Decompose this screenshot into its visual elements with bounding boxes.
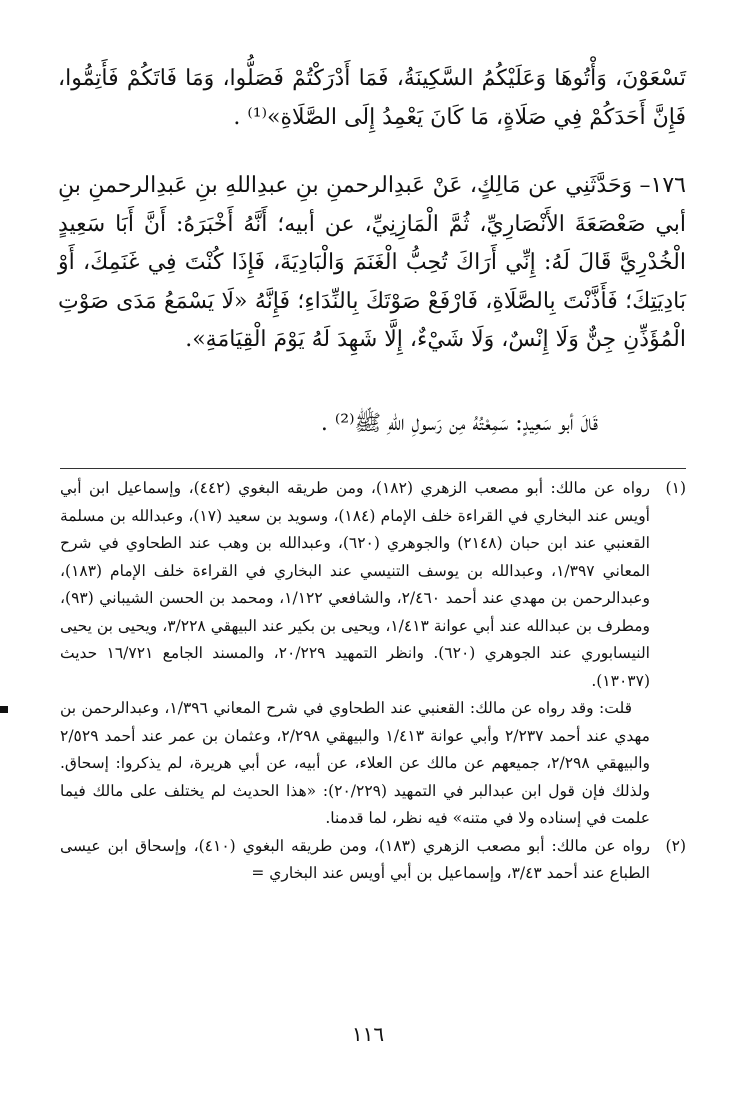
footnote-2-number: (٢) xyxy=(665,836,686,855)
footnote-1-text: رواه عن مالك: أبو مصعب الزهري (١٨٢)، ومن طريقه البغوي (٤٤٢)، وإسماعيل ابن أبي أويس عند البخاري في القراءة خلف الإمام (١٨٤)، وسويد بن سعيد (١٧)، وعبدالله بن مسلمة القعنبي عند ابن حبان (٢١٤٨) والجوهري (٦٢٠)، وعبدالله بن وهب عند الطحاوي في شرح المعاني ١/٣٩٧، وعبدالله بن يوسف التنيسي عند البخاري في القراءة خلف الإمام (١٨٣)، وعبدالرحمن بن مهدي عند أحمد ٢/٤٦٠، والشافعي ١/١٢٢، ومحمد بن الحسن الشيباني (٩٣)، ومطرف بن عبدالله عند أبي عوانة ١/٤١٣، ويحيى بن بكير عند البيهقي ٣/٢٢٨، ويحيى بن يحيى النيسابوري عند الجوهري (٦٢٠). وانظر التمهيد ٢٠/٢٢٩، والمسند الجامع ١٦/٧٢١ حديث (١٣٠٣٧). xyxy=(60,479,651,690)
footnote-1 xyxy=(60,475,686,695)
hadith-paragraph-1: تَسْعَوْنَ، وَأْتُوهَا وَعَلَيْكُمُ السَّكِينَةُ، فَمَا أَدْرَكْتُمْ فَصَلُّوا، وَمَا فَاتَكُمْ فَأَتِمُّوا، فَإِنَّ أَحَدَكُمْ فِي صَلَاةٍ، مَا كَانَ يَعْمِدُ إِلَى الصَّلَاةِ»⁽¹⁾ . xyxy=(58,66,686,130)
abu-said-statement: قَالَ أبو سَعِيدٍ: سَمِعْتُهُ مِن رَسولِ اللهِ ﷺ⁽²⁾ . xyxy=(320,411,598,436)
footnote-1-number: (١) xyxy=(665,479,686,497)
page-number: ١١٦ xyxy=(351,1022,385,1046)
footnote-2-text: رواه عن مالك: أبو مصعب الزهري (١٨٣)، ومن طريقه البغوي (٤١٠)، وإسحاق ابن عيسى الطباع عند أحمد ٣/٤٣، وإسماعيل بن أبي أويس عند البخاري = xyxy=(60,836,650,882)
footnote-1-remark xyxy=(60,695,686,833)
footnote-2 xyxy=(60,833,686,888)
footnotes-section xyxy=(60,468,686,888)
main-text xyxy=(58,60,686,360)
margin-mark xyxy=(0,706,8,713)
hadith-paragraph-176: ١٧٦– وَحَدَّثَنِي عن مَالِكٍ، عَنْ عَبدِالرحمنِ بنِ عبدِاللهِ بنِ عَبدِالرحمنِ بنِ أبي صَعْصَعَةَ الأَنْصَارِيِّ، ثُمَّ الْمَازِنِيِّ، عن أبيه؛ أَنَّهُ أَخْبَرَهُ: أَنَّ أَبَا سَعِيدٍ الْخُدْرِيَّ قَالَ لَهُ: إِنِّي أَرَاكَ تُحِبُّ الْغَنَمَ وَالْبَادِيَةَ، فَإِذَا كُنْتَ فِي غَنَمِكَ، أَوْ بَادِيَتِكَ؛ فَأَذَّنْتَ بِالصَّلَاةِ، فَارْفَعْ صَوْتَكَ بِالنِّدَاءِ؛ فَإِنَّهُ «لَا يَسْمَعُ مَدَى صَوْتِ الْمُؤَذِّنِ جِنٌّ وَلَا إِنْسٌ، وَلَا شَيْءٌ، إِلَّا شَهِدَ لَهُ يَوْمَ الْقِيَامَةِ». xyxy=(58,173,686,352)
footnote-1-remark-text: قلت: وقد رواه عن مالك: القعنبي عند الطحاوي في شرح المعاني ١/٣٩٦، وعبدالرحمن بن مهدي عند أحمد ٢/٢٣٧ وأبي عوانة ١/٤١٣ والبيهقي ٢/٢٩٨، وعثمان بن عمر عند أحمد ٢/٥٢٩ والبيهقي ٢/٢٩٨، جميعهم عن مالك عن العلاء، عن أبيه، عن أبي هريرة، لم يذكروا: إسحاق. ولذلك فإن قول ابن عبدالبر في التمهيد (٢٠/٢٢٩): «هذا الحديث لم يختلف على مالك فيما علمت في إسناده ولا في متنه» فيه نظر، لما قدمنا. xyxy=(60,699,650,827)
